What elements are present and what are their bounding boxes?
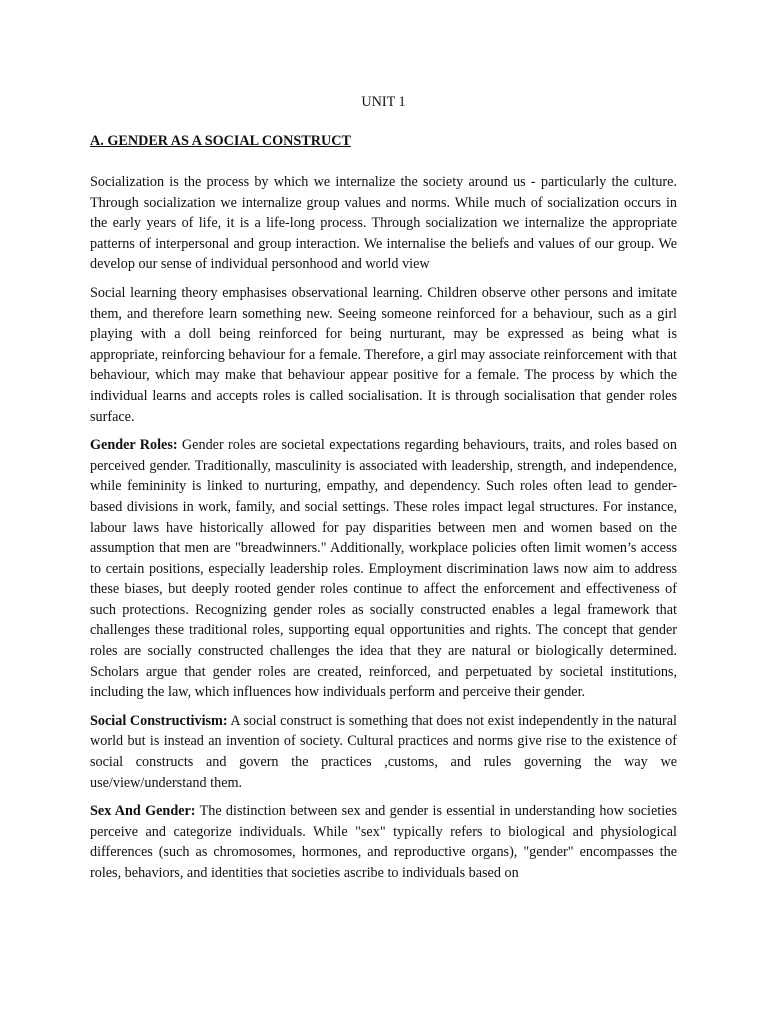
paragraph-gender-roles xyxy=(90,435,677,703)
unit-title: UNIT 1 xyxy=(361,94,406,110)
paragraph-term-gender-roles: Gender Roles: xyxy=(90,437,178,454)
document-body xyxy=(90,92,677,884)
paragraph-text: The distinction between sex and gender is essential in understanding how societies perceive and categorize individuals. While "sex" typically refers to biological and physiological differences (such as chromosomes, hormones, and reproductive organs), "gender" encompasses the roles, behaviors, and identities that societies ascribe to individuals based on xyxy=(90,803,677,881)
section-heading: A. GENDER AS A SOCIAL CONSTRUCT xyxy=(90,133,351,149)
paragraph-text: Gender roles are societal expectations regarding behaviours, traits, and roles based on perceived gender. Traditionally, masculinity is associated with leadership, strength, and independence, while femininity is linked to nurturing, empathy, and dependency. Such roles often lead to gender-based divisions in work, family, and social settings. These roles impact legal structures. For instance, labour laws have historically allowed for pay disparities between men and women based on the assumption that men are "breadwinners." Additionally, workplace policies often limit women’s access to certain positions, especially leadership roles. Employment discrimination laws now aim to address these biases, but deeply rooted gender roles continue to affect the enforcement and effectiveness of such protections. Recognizing gender roles as socially constructed enables a legal framework that challenges these traditional roles, supporting equal opportunities and rights. The concept that gender roles are socially constructed challenges the idea that they are natural or biologically determined. Scholars argue that gender roles are created, reinforced, and perpetuated by societal institutions, including the law, which influences how individuals perform and perceive their gender. xyxy=(90,437,677,701)
paragraph-term-sex-and-gender: Sex And Gender: xyxy=(90,803,196,820)
paragraph-text: A social construct is something that does not exist independently in the natural world but is instead an invention of society. Cultural practices and norms give rise to the existence of social constructs and govern the practices ,customs, and rules governing the way we use/view/understand them. xyxy=(90,712,677,791)
paragraph-text: Social learning theory emphasises observational learning. Children observe other persons and imitate them, and therefore learn something new. Seeing someone reinforced for a behaviour, such as a girl playing with a doll being reinforced for being nurturant, may be expressed as being what is appropriate, reinforcing behaviour for a female. Therefore, a girl may associate reinforcement with that behaviour, which may make that behaviour appear positive for a female. The process by which the individual learns and accepts roles is called socialisation. It is through socialisation that gender roles surface. xyxy=(90,284,677,425)
paragraph-social-constructivism xyxy=(90,711,677,793)
paragraph-socialization xyxy=(90,172,677,275)
paragraph-social-learning-theory xyxy=(90,283,677,427)
paragraph-text: Socialization is the process by which we internalize the society around us - particularly the culture. Through socialization we internalize group values and norms. While much of socialization occurs in the early years of life, it is a life-long process. Through socialization we internalize the appropriate patterns of interpersonal and group interaction. We internalise the beliefs and values of our group. We develop our sense of individual personhood and world view xyxy=(90,174,677,273)
paragraph-term-social-constructivism: Social Constructivism: xyxy=(90,712,228,729)
paragraph-sex-and-gender xyxy=(90,801,677,883)
